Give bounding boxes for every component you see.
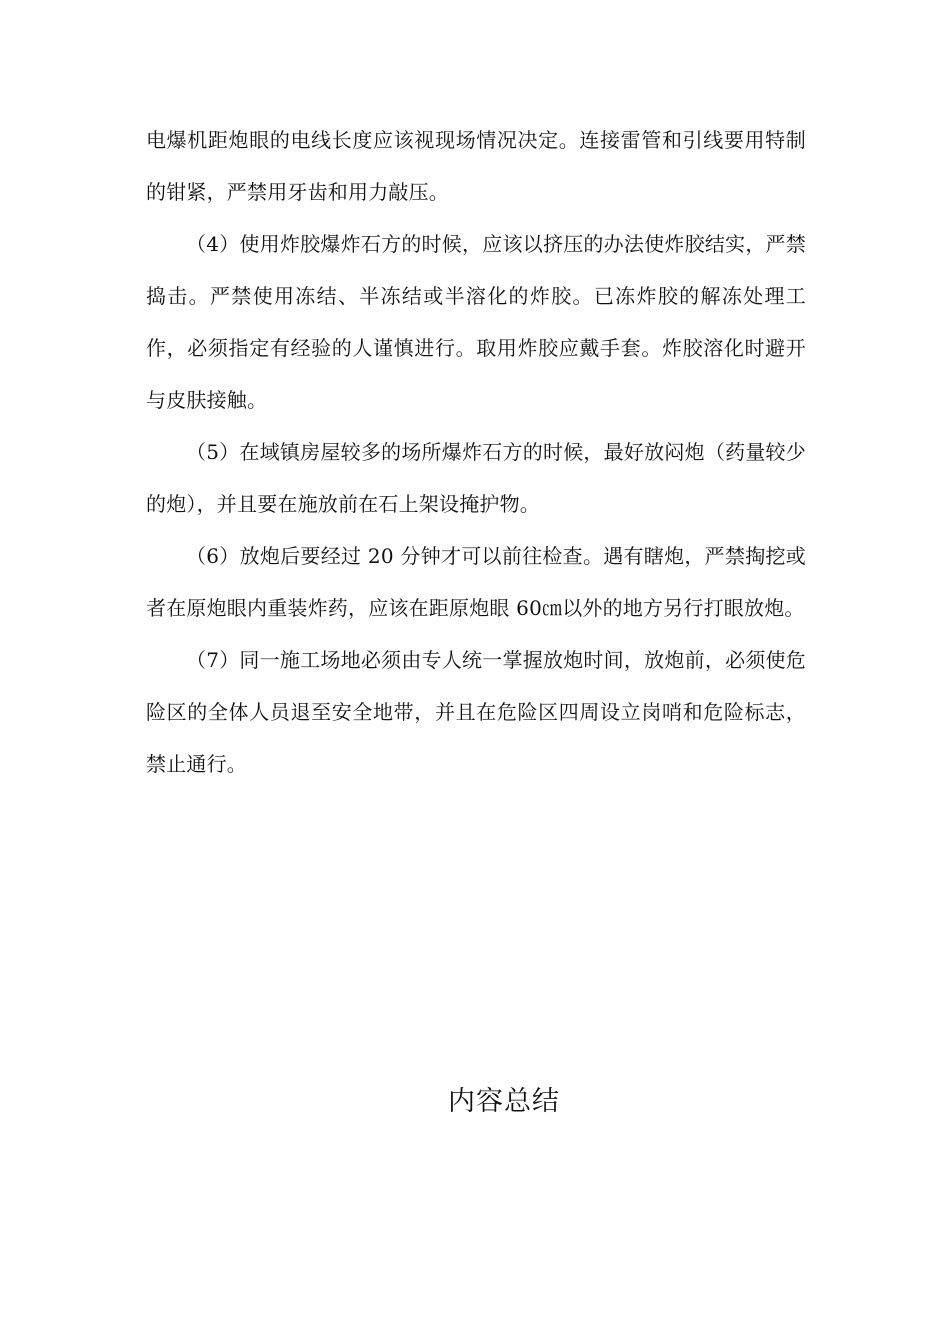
paragraph-item-5: （5）在域镇房屋较多的场所爆炸石方的时候，最好放闷炮（药量较少的炮），并且要在施放前在石上架设掩护物。 — [146, 440, 806, 516]
paragraph-item-4: （4）使用炸胶爆炸石方的时候，应该以挤压的办法使炸胶结实，严禁捣击。严禁使用冻结、半冻结或半溶化的炸胶。已冻炸胶的解冻处理工作，必须指定有经验的人谨慎进行。取用炸胶应戴手套。炸胶溶化时避开与皮肤接触。 — [146, 232, 806, 412]
document-body — [146, 114, 806, 790]
summary-heading: 内容总结 — [448, 1086, 560, 1117]
paragraph-continuation: 电爆机距炮眼的电线长度应该视现场情况决定。连接雷管和引线要用特制的钳紧，严禁用牙齿和用力敲压。 — [146, 128, 806, 204]
paragraph-item-7: （7）同一施工场地必须由专人统一掌握放炮时间，放炮前，必须使危险区的全体人员退至安全地带，并且在危险区四周设立岗哨和危险标志，禁止通行。 — [146, 648, 806, 776]
paragraph-item-6: （6）放炮后要经过 20 分钟才可以前往检查。遇有瞎炮，严禁掏挖或者在原炮眼内重装炸药，应该在距原炮眼 60㎝以外的地方另行打眼放炮。 — [146, 544, 806, 620]
